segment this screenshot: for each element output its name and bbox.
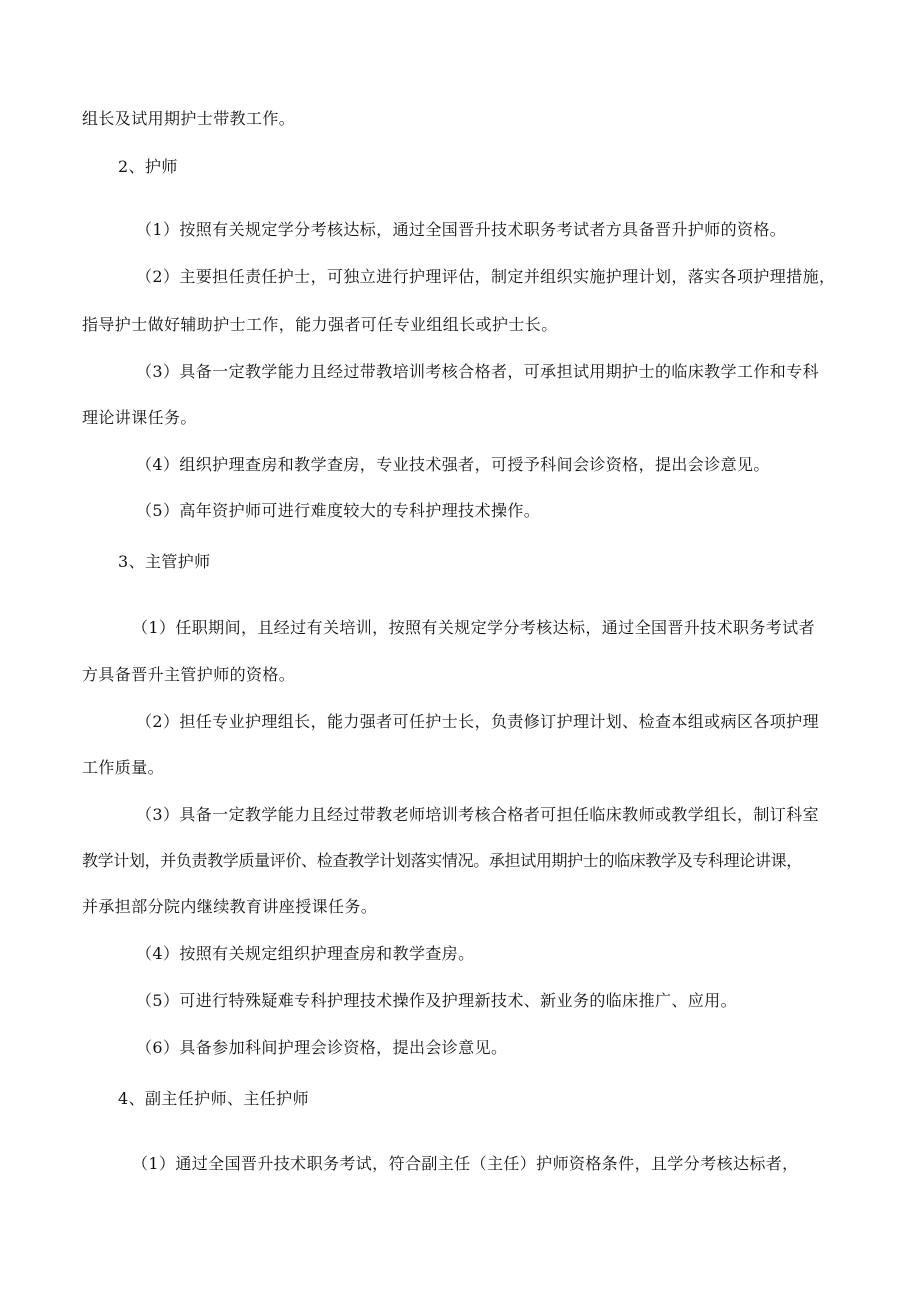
list-item: （2）主要担任责任护士，可独立进行护理评估，制定并组织实施护理计划，落实各项护理措施， xyxy=(136,267,836,286)
list-item: （1）按照有关规定学分考核达标，通过全国晋升技术职务考试者方具备晋升护师的资格。 xyxy=(136,220,787,239)
text-line: 方具备晋升主管护师的资格。 xyxy=(82,665,296,684)
text-line: 指导护士做好辅助护士工作，能力强者可任专业组组长或护士长。 xyxy=(82,315,558,334)
list-item: （4）按照有关规定组织护理查房和教学查房。 xyxy=(136,944,475,963)
text-line: 组长及试用期护士带教工作。 xyxy=(82,109,296,128)
list-item: （1）通过全国晋升技术职务考试，符合副主任（主任）护师资格条件，且学分考核达标者， xyxy=(132,1154,799,1173)
list-item: （4）组织护理查房和教学查房，专业技术强者，可授予科间会诊资格，提出会诊意见。 xyxy=(136,455,770,474)
list-item: （5）可进行特殊疑难专科护理技术操作及护理新技术、新业务的临床推广、应用。 xyxy=(136,991,737,1010)
text-line: 理论讲课任务。 xyxy=(82,408,197,427)
list-item: （3）具备一定教学能力且经过带教培训考核合格者，可承担试用期护士的临床教学工作和专科 xyxy=(136,362,819,381)
section-heading: 3、主管护师 xyxy=(118,552,211,571)
list-item: （3）具备一定教学能力且经过带教老师培训考核合格者可担任临床教师或教学组长，制订科室 xyxy=(136,805,819,824)
list-item: （6）具备参加科间护理会诊资格，提出会诊意见。 xyxy=(136,1038,508,1057)
text-line: 工作质量。 xyxy=(82,758,165,777)
list-item: （2）担任专业护理组长，能力强者可任护士长，负责修订护理计划、检查本组或病区各项护理 xyxy=(136,712,819,731)
section-heading: 2、护师 xyxy=(118,157,178,176)
section-heading: 4、副主任护师、主任护师 xyxy=(118,1089,309,1108)
text-line: 并承担部分院内继续教育讲座授课任务。 xyxy=(82,897,378,916)
list-item: （1）任职期间，且经过有关培训，按照有关规定学分考核达标，通过全国晋升技术职务考试者 xyxy=(132,618,815,637)
list-item: （5）高年资护师可进行难度较大的专科护理技术操作。 xyxy=(136,501,541,520)
text-line: 教学计划，并负责教学质量评价、检查教学计划落实情况。承担试用期护士的临床教学及专科理论讲课， xyxy=(82,851,802,870)
